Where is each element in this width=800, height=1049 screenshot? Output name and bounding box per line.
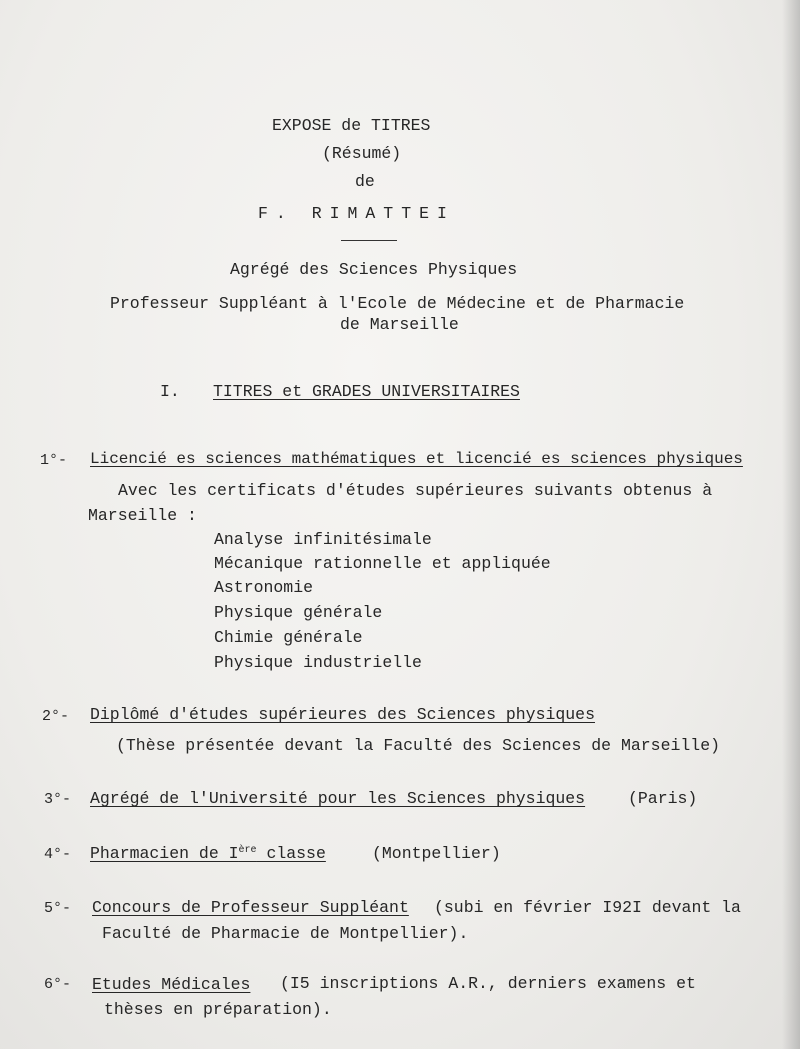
document-title: EXPOSE de TITRES [272,116,431,135]
author-name: F. RIMATTEI [258,204,455,223]
item-2-title: Diplômé d'études supérieures des Sciences physiques [90,705,595,724]
item-2-number: 2°- [42,708,70,725]
item-5-number: 5°- [44,900,72,917]
position-line-1: Professeur Suppléant à l'Ecole de Médecine et de Pharmacie [110,294,685,313]
item-1-detail-line-2: Marseille : [88,506,197,525]
certificate-item: Mécanique rationnelle et appliquée [214,554,551,573]
qualification: Agrégé des Sciences Physiques [230,260,518,279]
item-2-detail: (Thèse présentée devant la Faculté des Sciences de Marseille) [116,736,720,755]
item-4-detail: (Montpellier) [372,844,501,863]
item-3-number: 3°- [44,791,72,808]
section-number: I. [160,382,180,401]
document-subtitle: (Résumé) [322,144,402,163]
item-3-detail: (Paris) [628,789,698,808]
item-4-number: 4°- [44,846,72,863]
header-divider [341,240,397,241]
certificate-item: Physique générale [214,603,383,622]
position-line-2: de Marseille [340,315,459,334]
section-title: TITRES et GRADES UNIVERSITAIRES [213,382,520,401]
item-1-title: Licencié es sciences mathématiques et licencié es sciences physiques [90,450,743,468]
item-6-number: 6°- [44,976,72,993]
certificate-item: Analyse infinitésimale [214,530,432,549]
item-5-detail-line-2: Faculté de Pharmacie de Montpellier). [102,924,469,943]
page-edge-shadow [782,0,800,1049]
item-6-detail-line-1: (I5 inscriptions A.R., derniers examens et [280,974,696,993]
certificate-item: Astronomie [214,578,314,597]
item-5-detail-line-1: (subi en février I92I devant la [434,898,741,917]
item-1-detail-line-1: Avec les certificats d'études supérieures suivants obtenus à [118,481,713,500]
item-1-number: 1°- [40,452,68,469]
item-5-title: Concours de Professeur Suppléant [92,898,409,917]
certificate-item: Physique industrielle [214,653,422,672]
item-6-title: Etudes Médicales [92,975,251,994]
de-line: de [355,172,375,191]
item-6-detail-line-2: thèses en préparation). [104,1000,332,1019]
item-3-title: Agrégé de l'Université pour les Sciences physiques [90,789,586,808]
certificate-item: Chimie générale [214,628,363,647]
item-4-title: Pharmacien de Ière classe [90,844,326,863]
